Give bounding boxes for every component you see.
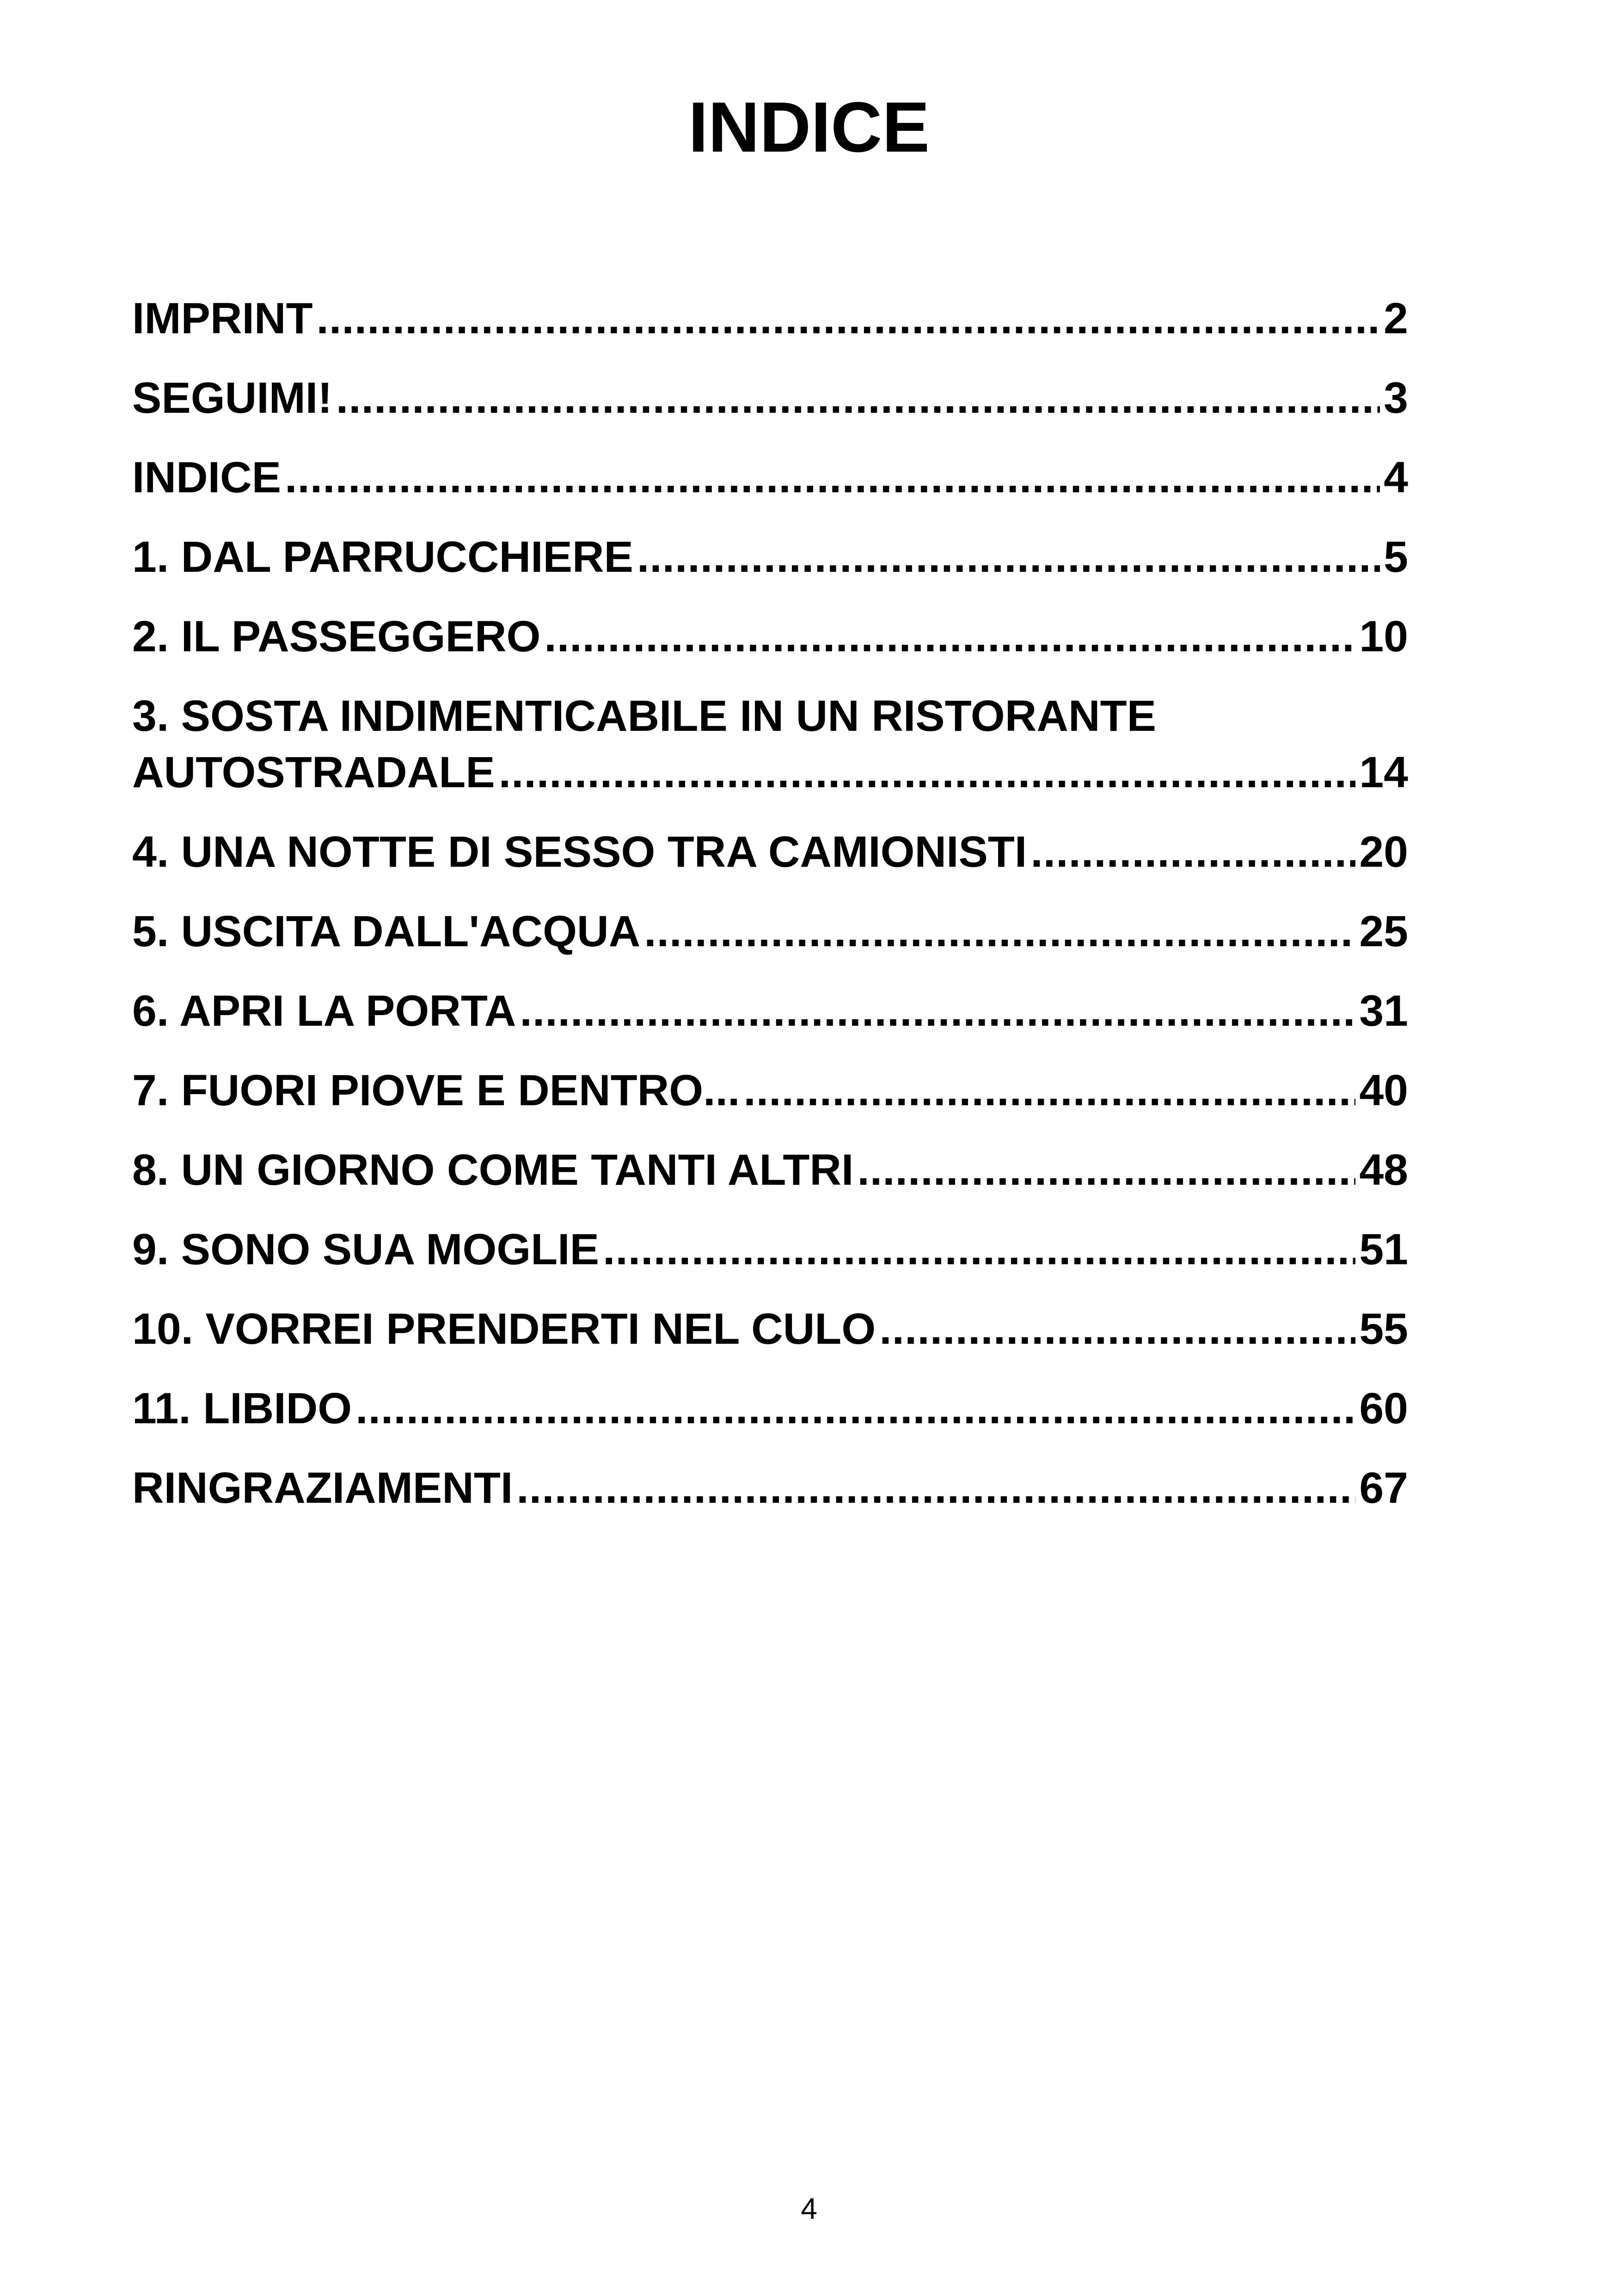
toc-entry-label-line2: AUTOSTRADALE — [132, 748, 495, 797]
dot-leader — [1030, 824, 1355, 880]
toc-entry-page: 55 — [1359, 1304, 1408, 1353]
toc-entry-page: 51 — [1359, 1225, 1408, 1274]
toc-entry-page: 10 — [1359, 612, 1408, 661]
toc-entry-label: 1. DAL PARRUCCHIERE — [132, 533, 633, 582]
toc-entry-ringraziamenti[interactable] — [132, 1460, 1408, 1516]
toc-entry-chapter-8[interactable] — [132, 1142, 1408, 1198]
toc-entry-imprint[interactable] — [132, 290, 1408, 347]
toc-entry-label: 8. UN GIORNO COME TANTI ALTRI — [132, 1145, 854, 1194]
dot-leader — [516, 1460, 1355, 1516]
toc-entry-indice[interactable] — [132, 449, 1408, 506]
toc-entry-page: 31 — [1359, 986, 1408, 1035]
toc-entry-label: 11. LIBIDO — [132, 1384, 352, 1433]
toc-entry-chapter-7[interactable] — [132, 1062, 1408, 1119]
page-title: INDICE — [688, 87, 930, 167]
toc-entry-chapter-9[interactable] — [132, 1221, 1408, 1278]
toc-entry-seguimi[interactable] — [132, 370, 1408, 426]
toc-entry-page: 40 — [1359, 1066, 1408, 1115]
toc-entry-label: IMPRINT — [132, 294, 313, 343]
toc-entry-page: 14 — [1359, 748, 1408, 797]
toc-entry-chapter-4[interactable] — [132, 824, 1408, 880]
dot-leader — [520, 983, 1355, 1039]
toc-entry-label: 6. APRI LA PORTA — [132, 986, 516, 1035]
toc-entry-label: 2. IL PASSEGGERO — [132, 612, 541, 661]
toc-entry-page: 25 — [1359, 907, 1408, 956]
toc-entry-second-row — [132, 744, 1408, 801]
toc-entry-label: 7. FUORI PIOVE E DENTRO... — [132, 1066, 740, 1115]
toc-entry-label-line1: 3. SOSTA INDIMENTICABILE IN UN RISTORANTE — [132, 692, 1157, 741]
toc-entry-chapter-3[interactable] — [132, 688, 1408, 801]
toc-entry-page: 48 — [1359, 1145, 1408, 1194]
toc-entry-chapter-2[interactable] — [132, 608, 1408, 665]
toc-entry-label: 5. USCITA DALL'ACQUA — [132, 907, 641, 956]
dot-leader — [317, 290, 1380, 347]
toc-entry-chapter-5[interactable] — [132, 903, 1408, 960]
toc-entry-page: 20 — [1359, 827, 1408, 876]
dot-leader — [544, 608, 1355, 665]
dot-leader — [879, 1301, 1355, 1357]
dot-leader — [336, 370, 1380, 426]
toc-entry-label: INDICE — [132, 453, 281, 502]
toc-entry-chapter-10[interactable] — [132, 1301, 1408, 1357]
dot-leader — [499, 744, 1356, 801]
dot-leader — [857, 1142, 1355, 1198]
dot-leader — [355, 1380, 1355, 1437]
toc-entry-chapter-1[interactable] — [132, 529, 1408, 585]
table-of-contents — [132, 290, 1408, 1539]
toc-entry-label: 10. VORREI PRENDERTI NEL CULO — [132, 1304, 876, 1353]
toc-entry-label: 9. SONO SUA MOGLIE — [132, 1225, 599, 1274]
toc-entry-label: RINGRAZIAMENTI — [132, 1463, 513, 1512]
toc-entry-chapter-11[interactable] — [132, 1380, 1408, 1437]
dot-leader — [637, 529, 1380, 585]
toc-entry-page: 2 — [1384, 294, 1408, 343]
toc-entry-page: 60 — [1359, 1384, 1408, 1433]
toc-entry-label: 4. UNA NOTTE DI SESSO TRA CAMIONISTI — [132, 827, 1027, 876]
toc-entry-page: 5 — [1384, 533, 1408, 582]
toc-entry-page: 67 — [1359, 1463, 1408, 1512]
dot-leader — [603, 1221, 1355, 1278]
toc-entry-label: SEGUIMI! — [132, 373, 332, 422]
dot-leader — [285, 449, 1380, 506]
dot-leader — [644, 903, 1355, 960]
page-number: 4 — [801, 2192, 817, 2225]
toc-entry-page: 4 — [1384, 453, 1408, 502]
dot-leader — [743, 1062, 1355, 1119]
toc-entry-page: 3 — [1384, 373, 1408, 422]
toc-entry-chapter-6[interactable] — [132, 983, 1408, 1039]
